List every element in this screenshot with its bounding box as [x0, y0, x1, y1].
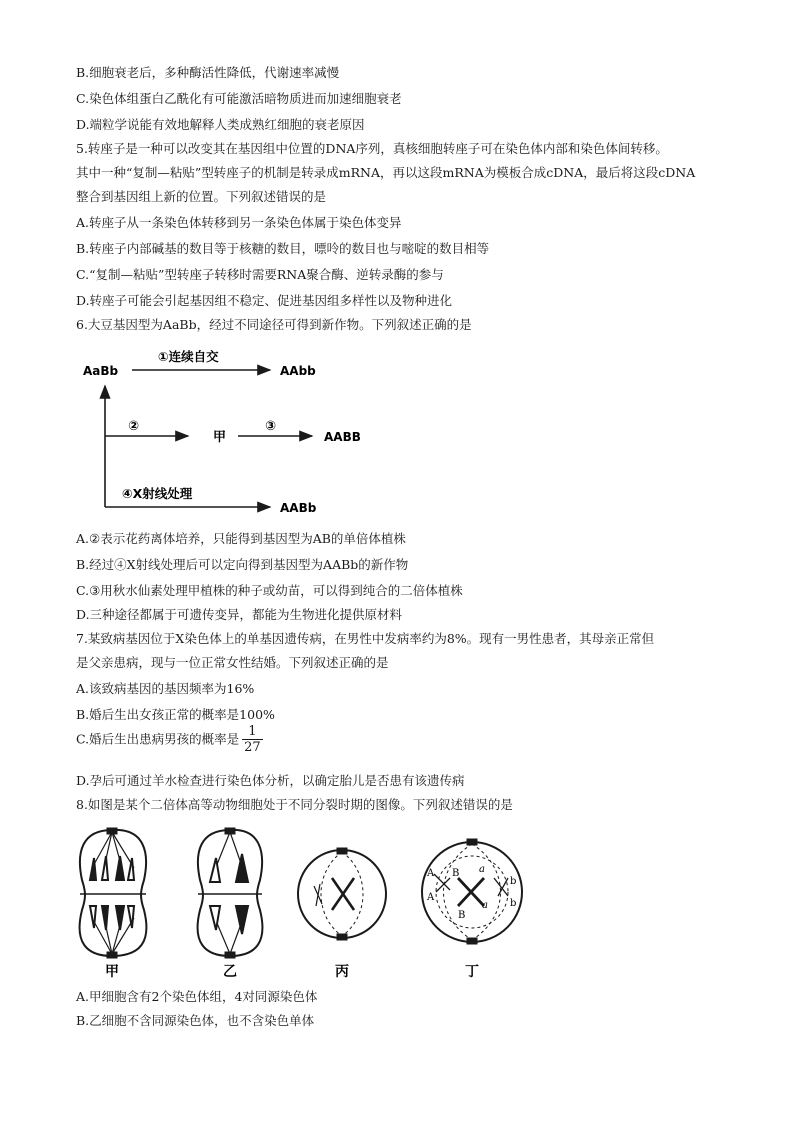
gene-label-A-2: A: [427, 892, 435, 903]
q5-option-d: D.转座子可能会引起基因组不稳定、促进基因组多样性以及物种进化: [76, 293, 453, 308]
q7-option-c: [76, 724, 263, 755]
q4-option-b: B.细胞衰老后，多种酶活性降低，代谢速率减慢: [76, 65, 340, 80]
path3-label: ③: [265, 419, 277, 434]
cell-label-yi: 乙: [223, 964, 237, 980]
q6-stem: 6.大豆基因型为AaBb，经过不同途径可得到新作物。下列叙述正确的是: [76, 317, 472, 332]
q5-stem-line-2: 其中一种“复制—粘贴”型转座子的机制是转录成mRNA，再以这段mRNA为模板合成cDNA，最后将这段cDNA: [76, 165, 696, 180]
path1-label: ①连续自交: [158, 349, 219, 364]
q8-option-b: B.乙细胞不含同源染色体，也不含染色单体: [76, 1013, 315, 1028]
q7-option-b: B.婚后生出女孩正常的概率是100%: [76, 707, 275, 722]
cell-yi: [198, 828, 263, 958]
q7-stem-line-2: 是父亲患病，现与一位正常女性结婚。下列叙述正确的是: [76, 655, 389, 670]
fraction-numerator: 1: [242, 724, 263, 740]
cell-bing: [298, 848, 386, 940]
q6-option-a: A.②表示花药离体培养，只能得到基因型为AB的单倍体植株: [76, 531, 406, 546]
q6-option-c: C.③用秋水仙素处理甲植株的种子或幼苗，可以得到纯合的二倍体植株: [76, 583, 463, 598]
gene-label-b-2: b: [510, 898, 517, 909]
cell-jia: [80, 828, 147, 958]
q4-option-c: C.染色体组蛋白乙酰化有可能激活暗物质进而加速细胞衰老: [76, 91, 402, 106]
q7-option-a: A.该致病基因的基因频率为16%: [76, 681, 255, 696]
q5-option-b: B.转座子内部碱基的数目等于核糖的数目，嘌呤的数目也与嘧啶的数目相等: [76, 241, 490, 256]
q7-stem-line-1: 7.某致病基因位于X染色体上的单基因遗传病，在男性中发病率约为8%。现有一男性患者，其母亲正常但: [76, 631, 655, 646]
fraction-1-27: [242, 724, 263, 755]
q8-option-a: A.甲细胞含有2个染色体组，4对同源染色体: [76, 989, 318, 1004]
cell-label-jia: 甲: [105, 964, 119, 980]
q8-stem: 8.如图是某个二倍体高等动物细胞处于不同分裂时期的图像。下列叙述错误的是: [76, 797, 513, 812]
gene-label-a-2: a: [482, 900, 488, 911]
q4-option-d: D.端粒学说能有效地解释人类成熟红细胞的衰老原因: [76, 117, 365, 132]
path2-label: ②: [128, 419, 140, 434]
q5-stem-line-3: 整合到基因组上新的位置。下列叙述错误的是: [76, 189, 327, 204]
path1-result: AAbb: [280, 364, 316, 378]
path4-label: ④X射线处理: [122, 486, 193, 501]
q5-stem-line-1: 5.转座子是一种可以改变其在基因组中位置的DNA序列，真核细胞转座子可在染色体内部和染色体间转移。: [76, 141, 668, 156]
q5-option-a: A.转座子从一条染色体转移到另一条染色体属于染色体变异: [76, 215, 402, 230]
q5-option-c: C.“复制—粘贴”型转座子转移时需要RNA聚合酶、逆转录酶的参与: [76, 267, 444, 282]
gene-label-b: b: [510, 876, 517, 887]
cell-label-ding: 丁: [465, 964, 479, 980]
breeding-pathway-diagram: [80, 340, 380, 515]
q7-option-c-text: C.婚后生出患病男孩的概率是: [76, 731, 240, 747]
start-genotype: AaBb: [83, 364, 119, 378]
q6-option-b: B.经过④X射线处理后可以定向得到基因型为AABb的新作物: [76, 557, 409, 572]
gene-label-B-2: B: [458, 910, 466, 921]
gene-label-a: a: [479, 864, 485, 875]
gene-label-B: B: [452, 868, 460, 879]
cell-label-bing: 丙: [335, 964, 349, 980]
fraction-denominator: 27: [244, 740, 261, 755]
intermediate-plant: 甲: [213, 430, 227, 445]
gene-label-A: A: [427, 868, 435, 879]
q6-option-d: D.三种途径都属于可遗传变异，都能为生物进化提供原材料: [76, 607, 403, 622]
q7-option-d: D.孕后可通过羊水检查进行染色体分析，以确定胎儿是否患有该遗传病: [76, 773, 465, 788]
cell-ding: [422, 839, 522, 944]
cell-division-figure: [74, 822, 534, 980]
path3-result: AABB: [324, 430, 361, 444]
path4-result: AABb: [280, 501, 317, 515]
